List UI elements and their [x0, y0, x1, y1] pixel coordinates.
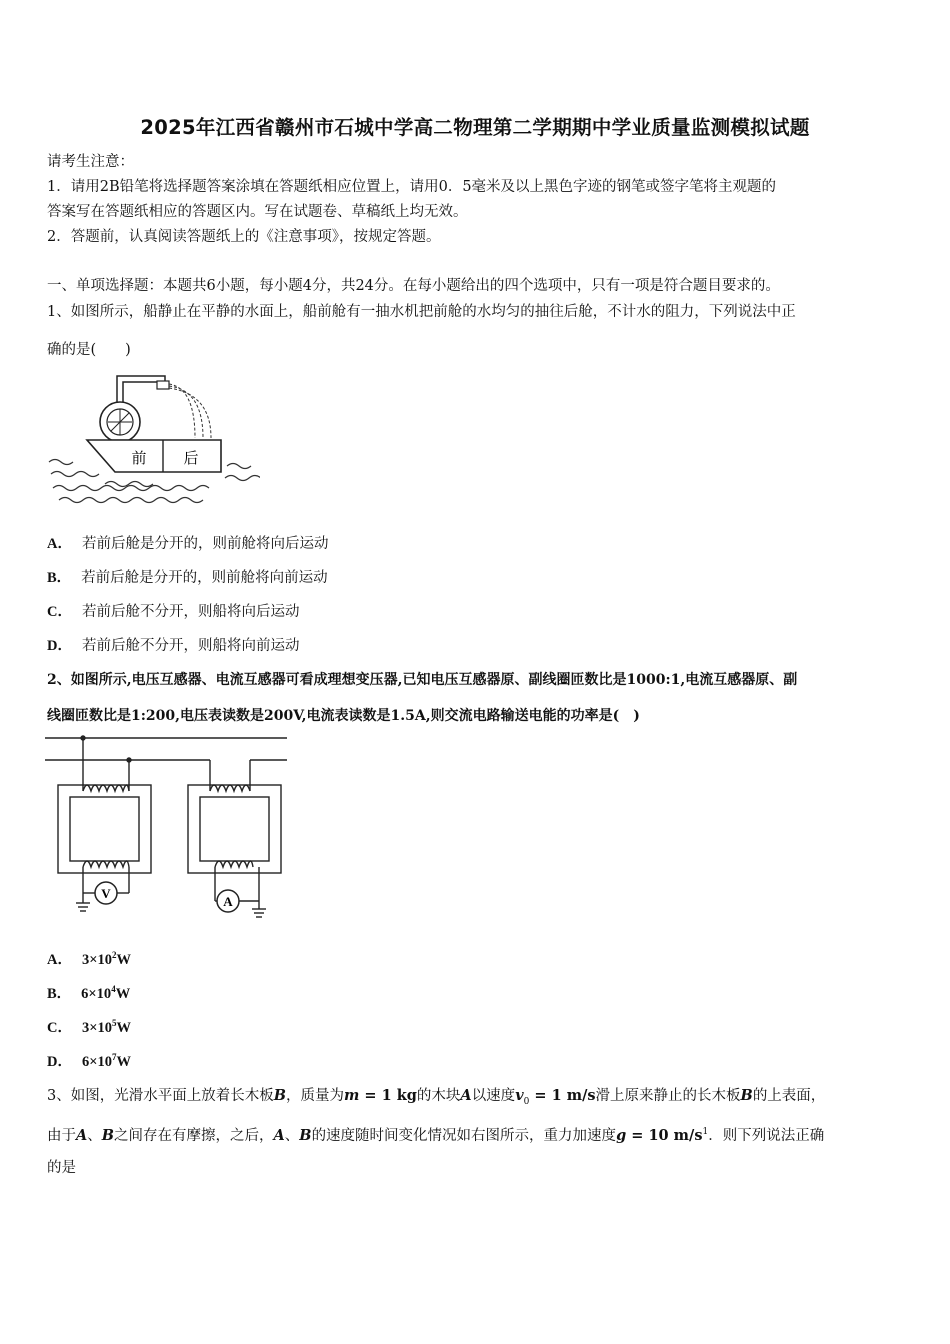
notice-item-1-line-2: 答案写在答题纸相应的答题区内。写在试题卷、草稿纸上均无效。: [47, 204, 468, 220]
question-3-line-1: 3、如图，光滑水平面上放着长木板B，质量为m = 1 kg的木块A以速度$v_0 = 1$ m/s滑上原来静止的长木板B的上表面，: [47, 1087, 826, 1107]
q1-option-c[interactable]: C． 若前后舱不分开，则船将向后运动: [47, 604, 300, 620]
svg-text:A: A: [223, 894, 233, 909]
q2-option-a[interactable]: A． $3\times 10^2W$: [47, 950, 131, 968]
svg-text:V: V: [101, 886, 111, 901]
pump-icon: [100, 402, 140, 444]
rear-cabin-label: 后: [183, 449, 199, 467]
question-1-line-1: 1、如图所示，船静止在平静的水面上，船前舱有一抽水机把前舱的水均匀的抽往后舱，不计水的阻力，下列说法中正: [47, 304, 796, 320]
notice-item-1-line-1: 1．请用2B铅笔将选择题答案涂填在答题纸相应位置上，请用0．5毫米及以上黑色字迹的钢笔或签字笔将主观题的: [47, 179, 777, 195]
boat-figure: [45, 372, 260, 504]
transformer-figure: [45, 733, 295, 923]
ammeter-icon: [217, 890, 239, 912]
question-2-line-1: 2、如图所示,电压互感器、电流互感器可看成理想变压器,已知电压互感器原、副线圈匝数比是1000:1,电流互感器原、副: [47, 672, 798, 688]
question-3-line-3: 的是: [47, 1160, 76, 1176]
notice-item-2: 2．答题前，认真阅读答题纸上的《注意事项》，按规定答题。: [47, 229, 441, 245]
q2-option-b[interactable]: B． $6\times 10^4W$: [47, 984, 131, 1002]
q2-option-c[interactable]: C． $3\times 10^5W$: [47, 1018, 131, 1036]
question-2-line-2: 线圈匝数比是1:200,电压表读数是200V,电流表读数是1.5A,则交流电路输送电能的功率是( ): [47, 708, 640, 724]
front-cabin-label: 前: [131, 449, 147, 467]
notice-heading: 请考生注意：: [47, 154, 134, 170]
page-title: 2025年江西省赣州市石城中学高二物理第二学期期中学业质量监测模拟试题: [140, 116, 810, 139]
section-heading: 一、单项选择题：本题共6小题，每小题4分，共24分。在每小题给出的四个选项中，只有一项是符合题目要求的。: [47, 278, 780, 294]
q1-option-b[interactable]: B． 若前后舱是分开的，则前舱将向前运动: [47, 570, 328, 586]
q1-option-d[interactable]: D． 若前后舱不分开，则船将向前运动: [47, 638, 300, 654]
q2-option-d[interactable]: D． $6\times 10^7W$: [47, 1052, 131, 1070]
question-3-line-2: 由于A、B之间存在有摩擦，之后，A、B的速度随时间变化情况如右图所示，重力加速度g = 10 $m/s^1$．则下列说法正确: [47, 1127, 825, 1144]
question-1-line-2: 确的是( ): [47, 342, 131, 358]
voltmeter-icon: [95, 882, 117, 904]
q1-option-a[interactable]: A． 若前后舱是分开的，则前舱将向后运动: [47, 536, 329, 552]
